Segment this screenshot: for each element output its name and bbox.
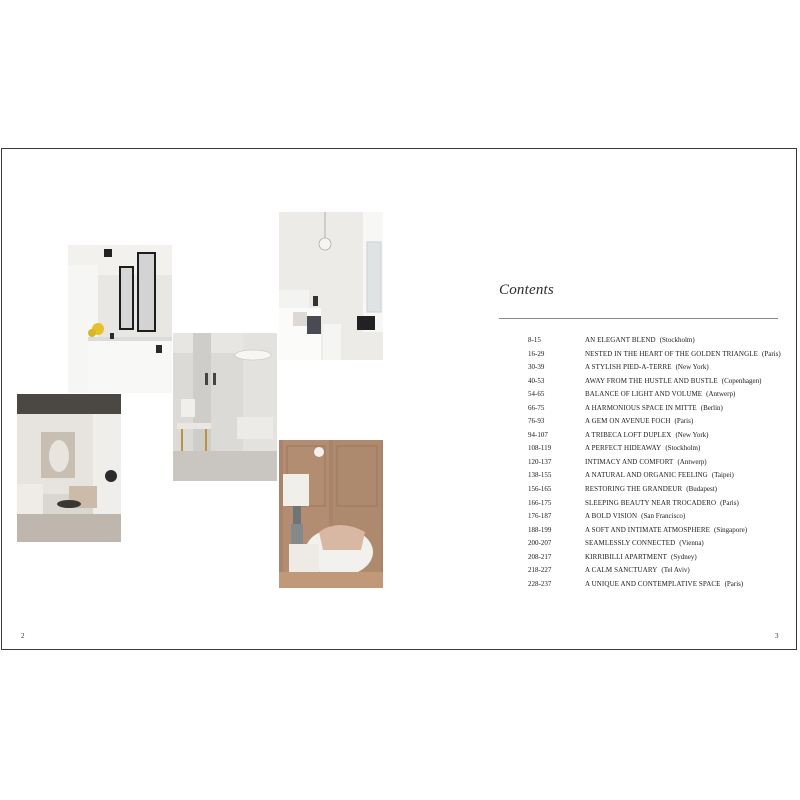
toc-chapter-title: A CALM SANCTUARY [585,566,658,575]
toc-page-range: 76-93 [528,417,545,426]
toc-city: (Paris) [762,349,781,358]
page-number-left: 2 [21,632,25,640]
toc-chapter-title: SEAMLESSLY CONNECTED [585,539,676,548]
toc-city: (Stockholm) [659,336,695,344]
toc-entry [528,442,798,456]
toc-chapter-title: NESTED IN THE HEART OF THE GOLDEN TRIANGLE [585,349,758,358]
toc-entry [528,334,798,348]
toc-chapter-title: A TRIBECA LOFT DUPLEX [585,430,672,439]
toc-entry [528,578,798,592]
contents-divider [499,318,778,319]
toc-page-range: 138-155 [528,471,552,480]
toc-chapter-title: A SOFT AND INTIMATE ATMOSPHERE [585,525,710,534]
toc-chapter-title: AWAY FROM THE HUSTLE AND BUSTLE [585,376,718,385]
photo-armchair [279,440,383,588]
toc-chapter-title: SLEEPING BEAUTY NEAR TROCADERO [585,498,717,507]
toc-page-range: 156-165 [528,485,552,494]
toc-city: (Antwerp) [706,390,736,399]
toc-entry [528,402,798,416]
toc-entry [528,537,798,551]
toc-city: (New York) [675,430,709,439]
toc-city: (Paris) [724,579,744,588]
photo-bedroom [279,212,383,360]
toc-entry [528,456,798,470]
toc-city: (Sydney) [671,552,697,561]
toc-page-range: 188-199 [528,525,552,534]
toc-page-range: 218-227 [528,566,552,575]
photo-living-room [17,394,121,542]
toc-city: (Tel Aviv) [661,566,690,575]
toc-entry [528,388,798,402]
toc-chapter-title: A NATURAL AND ORGANIC FEELING [585,471,708,480]
toc-city: (Paris) [674,417,694,426]
toc-chapter-title: A UNIQUE AND CONTEMPLATIVE SPACE [585,579,721,588]
toc-city: (San Francisco) [641,512,686,521]
toc-city: (Antwerp) [677,457,707,466]
toc-chapter-title: KIRRIBILLI APARTMENT [585,552,668,561]
toc-page-range: 8-15 [528,336,541,344]
toc-chapter-title: BALANCE OF LIGHT AND VOLUME [585,390,703,399]
toc-chapter-title: AN ELEGANT BLEND [585,336,656,344]
toc-page-range: 40-53 [528,376,545,385]
toc-city: (Paris) [720,498,739,507]
toc-page-range: 94-107 [528,430,548,439]
toc-entry [528,510,798,524]
toc-entry [528,551,798,565]
toc-page-range: 54-65 [528,390,545,399]
toc-entry [528,483,798,497]
toc-entry [528,497,798,511]
toc-page-range: 108-119 [528,444,552,453]
toc-page-range: 228-237 [528,579,552,588]
toc-page-range: 176-187 [528,512,552,521]
toc-chapter-title: A BOLD VISION [585,512,638,521]
toc-page-range: 208-217 [528,552,552,561]
toc-page-range: 16-29 [528,349,545,358]
toc-city: (Berlin) [700,403,723,412]
photo-hallway [173,333,277,481]
toc-city: (Singapore) [714,525,748,534]
toc-city: (Taipei) [711,471,734,480]
toc-entry [528,429,798,443]
toc-entry [528,375,798,389]
toc-chapter-title: A STYLISH PIED-A-TERRE [585,363,672,372]
toc-entry [528,348,798,362]
toc-page-range: 66-75 [528,403,545,412]
toc-city: (Budapest) [686,485,717,494]
toc-entry [528,524,798,538]
toc-chapter-title: A PERFECT HIDEAWAY [585,444,662,453]
toc-page-range: 30-39 [528,363,545,372]
toc-entry [528,469,798,483]
contents-title: Contents [499,282,554,298]
toc-entry [528,564,798,578]
toc-page-range: 200-207 [528,539,552,548]
toc-page-range: 166-175 [528,498,552,507]
photo-bathroom [68,245,172,393]
toc-city: (Stockholm) [665,444,701,453]
toc-city: (New York) [675,363,709,372]
toc-chapter-title: RESTORING THE GRANDEUR [585,485,683,494]
toc-chapter-title: A GEM ON AVENUE FOCH [585,417,671,426]
toc-page-range: 120-137 [528,457,552,466]
toc-entry [528,361,798,375]
toc-city: (Vienna) [679,539,704,548]
toc-entry [528,415,798,429]
page-number-right: 3 [775,632,779,640]
toc-city: (Copenhagen) [721,376,762,385]
toc-chapter-title: INTIMACY AND COMFORT [585,457,674,466]
table-of-contents [528,334,798,591]
toc-chapter-title: A HARMONIOUS SPACE IN MITTE [585,403,697,412]
